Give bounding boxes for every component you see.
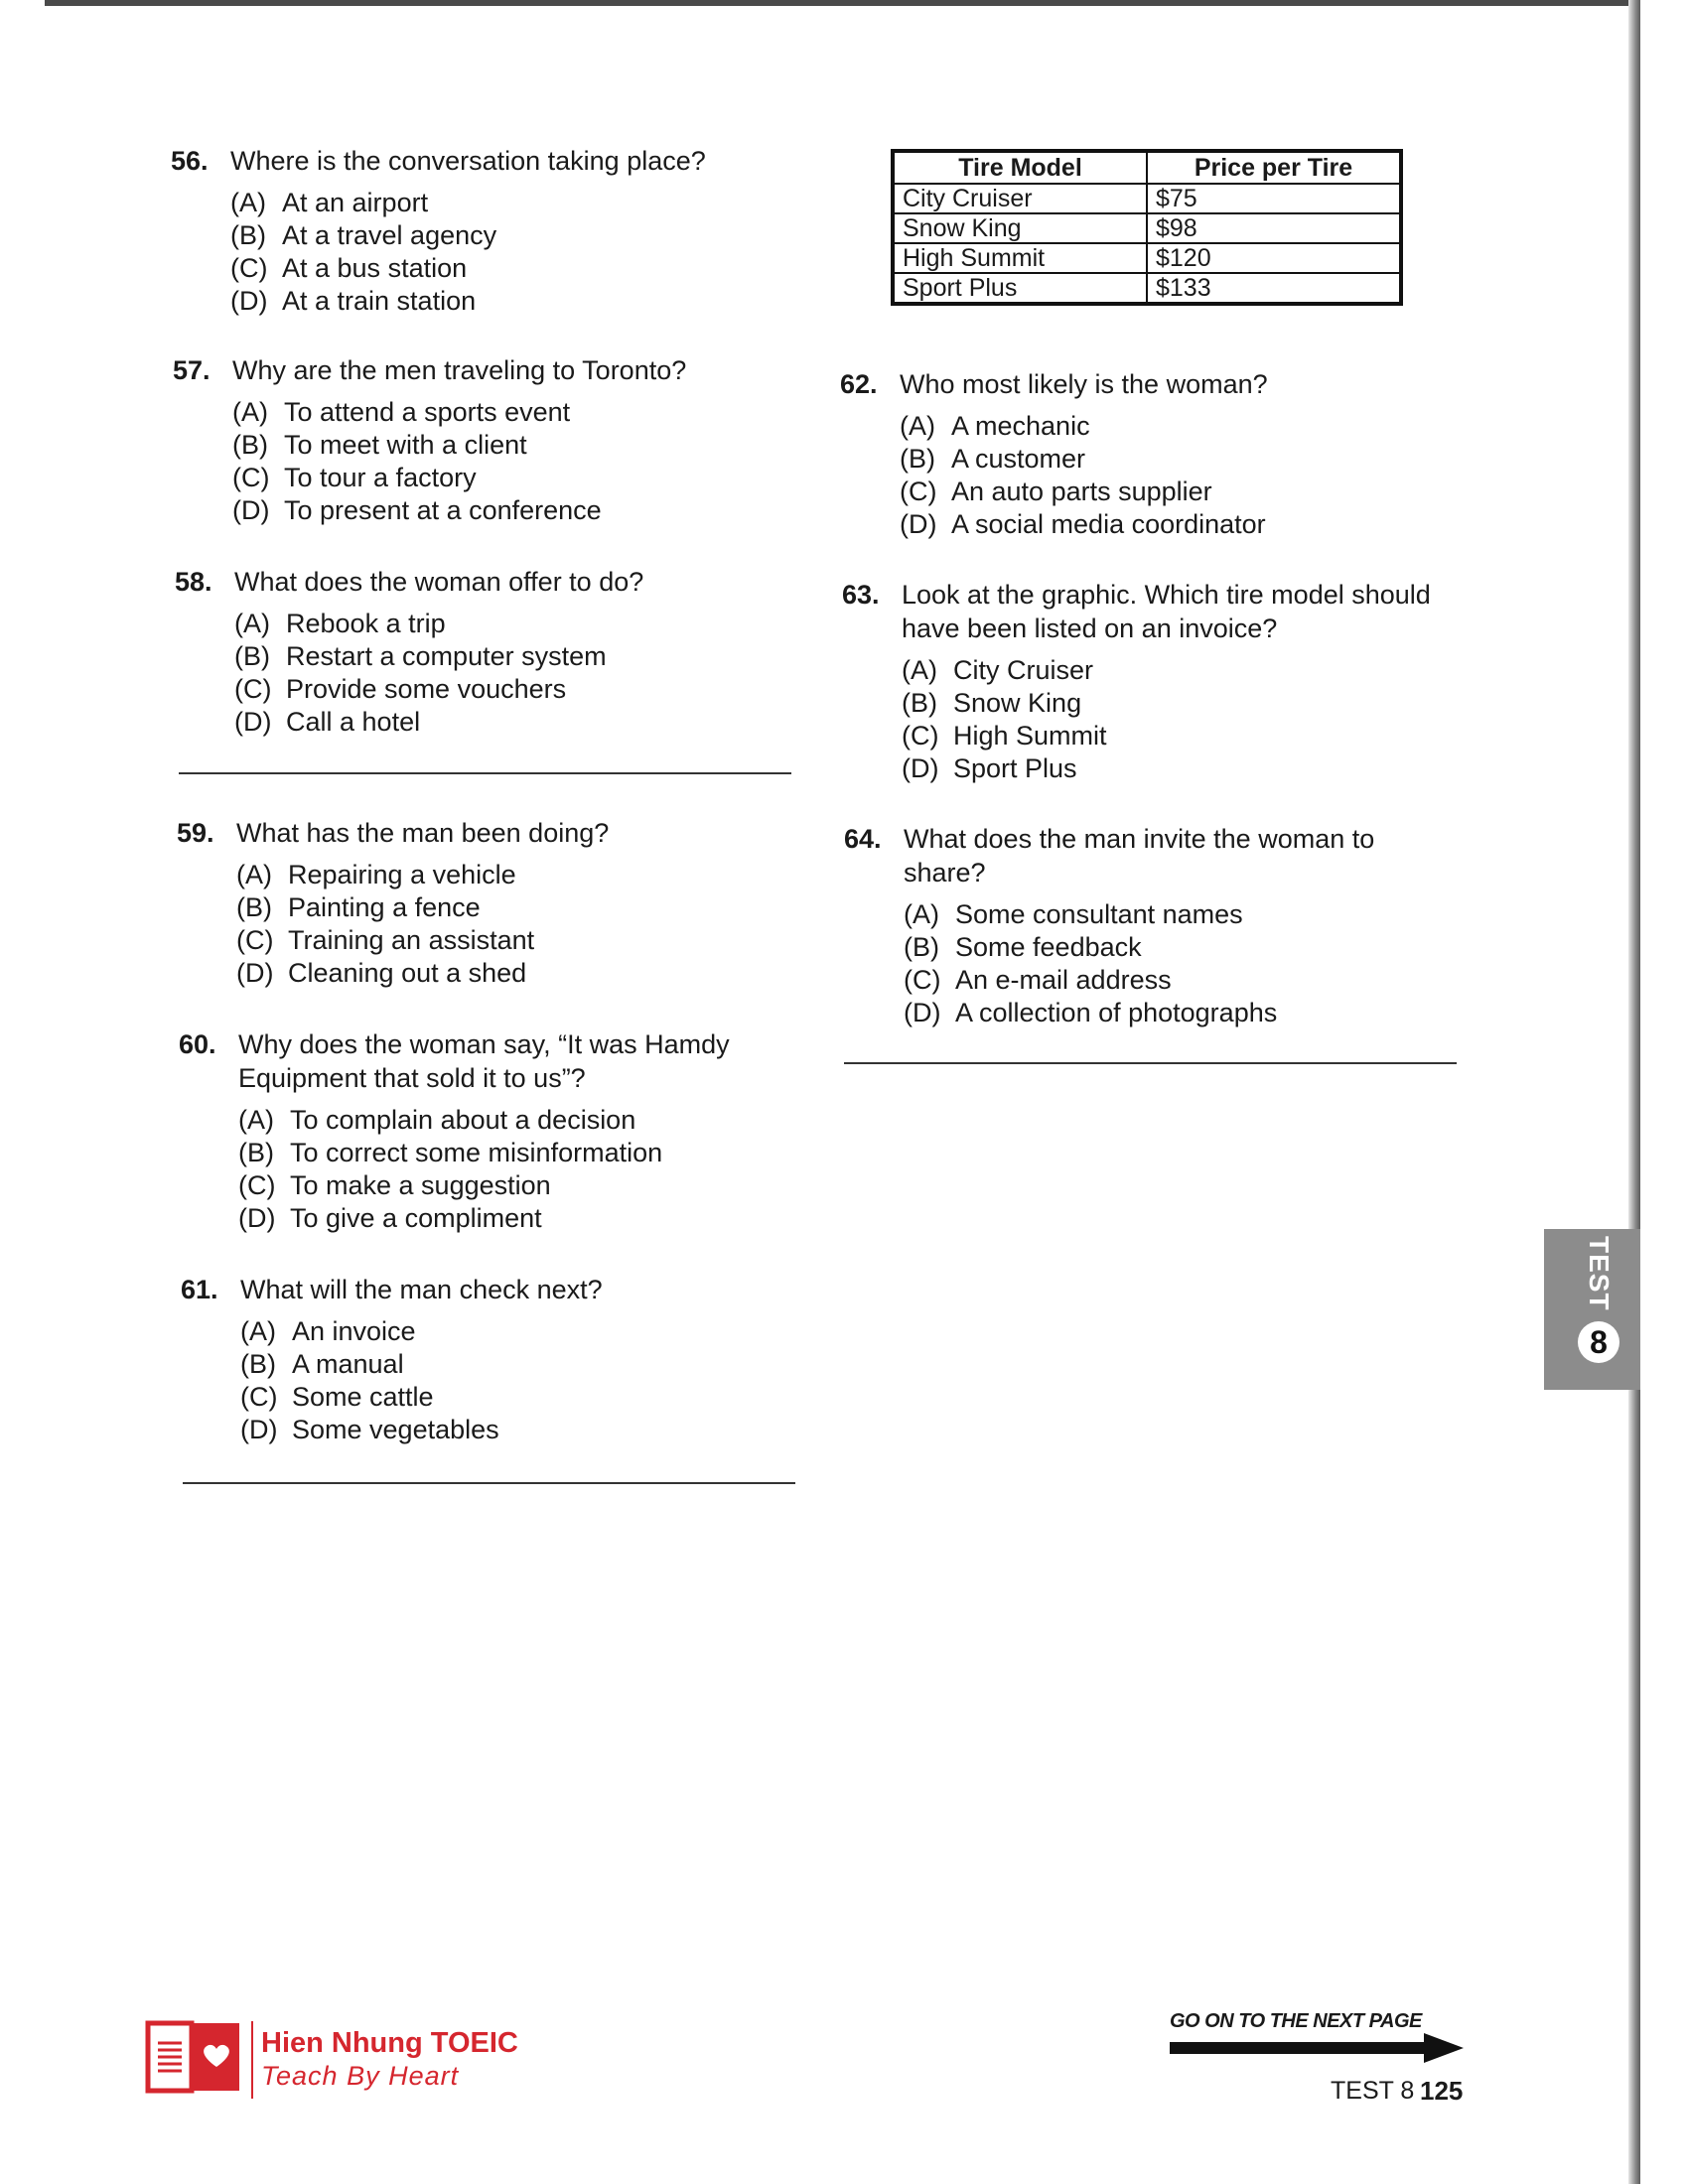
option-d[interactable]: (D) To give a compliment <box>238 1203 542 1233</box>
option-b[interactable]: (B) To correct some misinformation <box>238 1138 663 1167</box>
question-text: Why are the men traveling to Toronto? <box>232 355 687 385</box>
table-row <box>893 243 1401 273</box>
tire-price-cell: $75 <box>1147 184 1401 213</box>
logo-tagline: Teach By Heart <box>261 2061 460 2091</box>
question-number: 64. <box>844 824 882 854</box>
option-a[interactable]: (A) To complain about a decision <box>238 1105 636 1135</box>
brand-logo <box>144 2017 561 2097</box>
page-edge-shadow <box>1628 0 1640 2184</box>
question-text: What does the man invite the woman to share? <box>904 824 1375 887</box>
question-number: 57. <box>173 355 211 385</box>
option-b[interactable]: (B) To meet with a client <box>232 430 527 460</box>
option-d[interactable]: (D) Cleaning out a shed <box>236 958 527 988</box>
logo-title: Hien Nhung TOEIC <box>261 2027 518 2059</box>
option-b[interactable]: (B) At a travel agency <box>230 220 497 250</box>
option-c[interactable]: (C) Provide some vouchers <box>234 674 567 704</box>
option-c[interactable]: (C) At a bus station <box>230 253 468 283</box>
question-text: Who most likely is the woman? <box>900 369 1268 399</box>
option-a[interactable]: (A) Rebook a trip <box>234 609 446 638</box>
table-row <box>893 273 1401 304</box>
table-row <box>893 184 1401 213</box>
question-62 <box>840 367 1456 541</box>
book-heart-icon <box>144 2017 247 2097</box>
option-d[interactable]: (D) Call a hotel <box>234 707 421 737</box>
question-58 <box>175 565 771 739</box>
table-row <box>893 213 1401 243</box>
option-b[interactable]: (B) A customer <box>900 444 1086 474</box>
question-61 <box>181 1273 776 1446</box>
option-a[interactable]: (A) A mechanic <box>900 411 1090 441</box>
footer-test-label: TEST 8 <box>1331 2077 1415 2105</box>
go-on-next-page-label: GO ON TO THE NEXT PAGE <box>1170 2010 1422 2032</box>
option-c[interactable]: (C) Some cattle <box>240 1382 434 1412</box>
logo-divider <box>251 2021 253 2099</box>
option-c[interactable]: (C) An e-mail address <box>904 965 1172 995</box>
tire-model-cell: Sport Plus <box>893 273 1147 304</box>
option-d[interactable]: (D) Some vegetables <box>240 1415 499 1444</box>
option-b[interactable]: (B) Painting a fence <box>236 892 481 922</box>
option-d[interactable]: (D) To present at a conference <box>232 495 602 525</box>
question-number: 59. <box>177 818 214 848</box>
question-57 <box>173 353 769 527</box>
page-number: 125 <box>1420 2076 1464 2106</box>
question-60 <box>179 1027 774 1235</box>
option-b[interactable]: (B) A manual <box>240 1349 404 1379</box>
section-divider <box>844 1062 1457 1064</box>
option-d[interactable]: (D) A collection of photographs <box>904 998 1278 1027</box>
tire-model-cell: City Cruiser <box>893 184 1147 213</box>
option-a[interactable]: (A) Repairing a vehicle <box>236 860 516 889</box>
option-a[interactable]: (A) Some consultant names <box>904 899 1243 929</box>
test-side-tab <box>1544 1229 1640 1390</box>
option-b[interactable]: (B) Snow King <box>902 688 1082 718</box>
question-63 <box>842 578 1458 785</box>
top-border <box>45 0 1633 6</box>
tire-model-cell: High Summit <box>893 243 1147 273</box>
option-c[interactable]: (C) Training an assistant <box>236 925 535 955</box>
question-number: 61. <box>181 1275 218 1304</box>
arrow-right-icon <box>1170 2033 1468 2063</box>
tire-price-cell: $133 <box>1147 273 1401 304</box>
option-d[interactable]: (D) Sport Plus <box>902 753 1077 783</box>
table-header: Price per Tire <box>1147 151 1401 184</box>
option-d[interactable]: (D) A social media coordinator <box>900 509 1266 539</box>
question-text: Where is the conversation taking place? <box>230 146 706 176</box>
tire-model-cell: Snow King <box>893 213 1147 243</box>
question-text: Look at the graphic. Which tire model should have been listed on an invoice? <box>902 580 1431 643</box>
question-59 <box>177 816 773 990</box>
question-text: What has the man been doing? <box>236 818 610 848</box>
option-d[interactable]: (D) At a train station <box>230 286 477 316</box>
option-a[interactable]: (A) To attend a sports event <box>232 397 571 427</box>
option-c[interactable]: (C) An auto parts supplier <box>900 477 1212 506</box>
option-c[interactable]: (C) To make a suggestion <box>238 1170 551 1200</box>
table-header-row <box>893 151 1401 184</box>
option-c[interactable]: (C) High Summit <box>902 721 1107 751</box>
question-text: Why does the woman say, “It was Hamdy Equipment that sold it to us”? <box>238 1029 730 1093</box>
option-b[interactable]: (B) Some feedback <box>904 932 1142 962</box>
section-divider <box>179 772 791 774</box>
question-56 <box>171 144 767 318</box>
question-number: 60. <box>179 1029 216 1059</box>
option-b[interactable]: (B) Restart a computer system <box>234 641 607 671</box>
table-header: Tire Model <box>893 151 1147 184</box>
question-number: 63. <box>842 580 880 610</box>
option-c[interactable]: (C) To tour a factory <box>232 463 477 492</box>
question-text: What does the woman offer to do? <box>234 567 644 597</box>
option-a[interactable]: (A) City Cruiser <box>902 655 1094 685</box>
question-number: 56. <box>171 146 209 176</box>
tire-price-cell: $120 <box>1147 243 1401 273</box>
question-text: What will the man check next? <box>240 1275 603 1304</box>
tire-price-cell: $98 <box>1147 213 1401 243</box>
question-64 <box>844 822 1380 1029</box>
side-tab-label: TEST <box>1584 1236 1615 1311</box>
tire-price-table <box>891 149 1403 306</box>
question-number: 62. <box>840 369 878 399</box>
section-divider <box>183 1482 795 1484</box>
side-tab-number: 8 <box>1578 1321 1619 1363</box>
option-a[interactable]: (A) At an airport <box>230 188 429 217</box>
question-number: 58. <box>175 567 212 597</box>
option-a[interactable]: (A) An invoice <box>240 1316 416 1346</box>
